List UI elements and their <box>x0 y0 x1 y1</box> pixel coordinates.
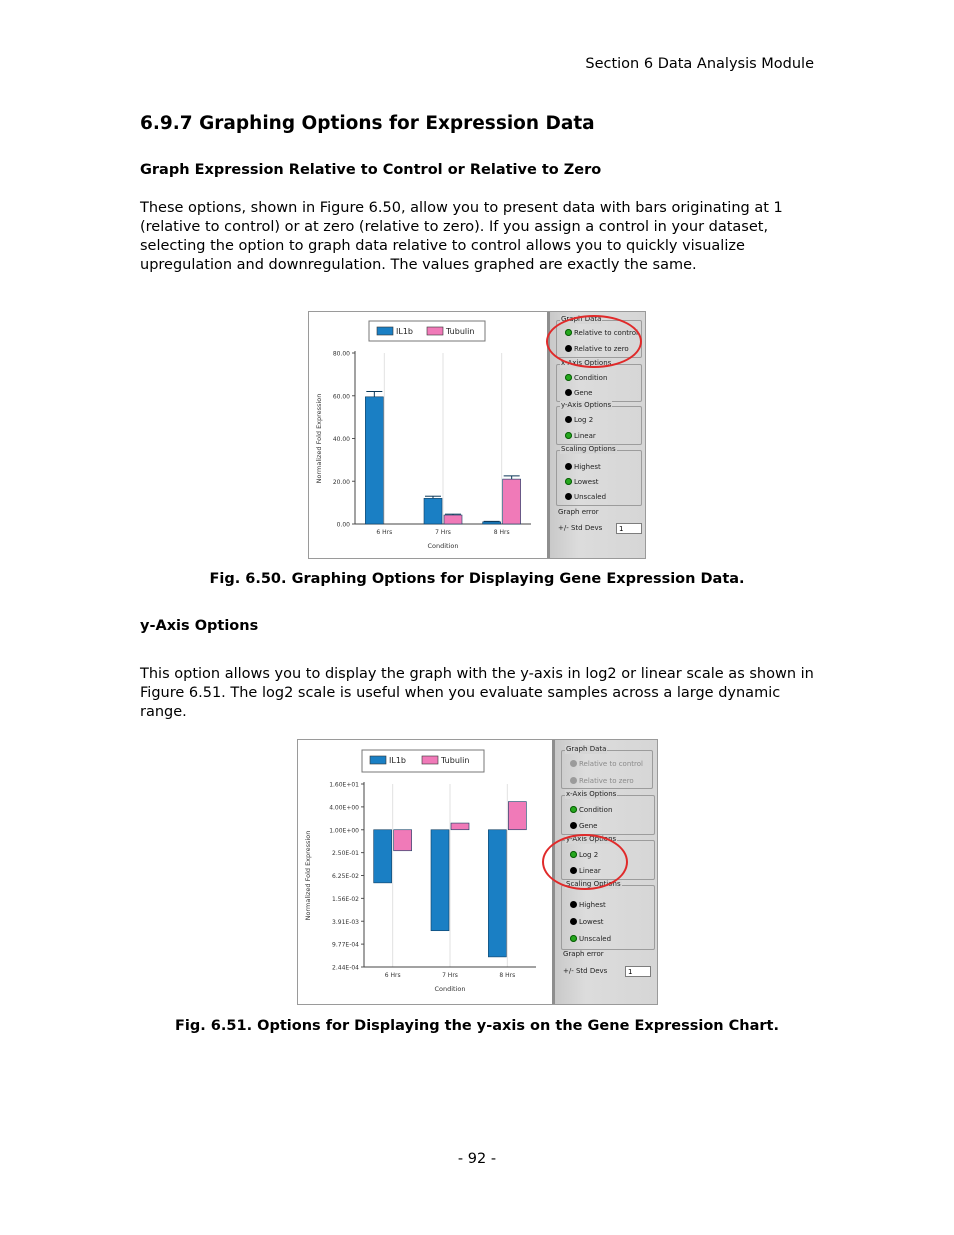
y-axis-title: Normalized Fold Expression <box>315 393 323 484</box>
tubulin-bar <box>444 515 462 524</box>
y-tick-label: 0.00 <box>336 521 350 529</box>
log2-radio[interactable]: Log 2 <box>570 851 598 860</box>
y-tick-label: 1.60E+01 <box>329 781 359 789</box>
running-header: Section 6 Data Analysis Module <box>585 56 814 72</box>
legend-swatch <box>427 327 443 335</box>
graph-error-label: Graph error <box>558 508 599 516</box>
y-tick-label: 2.44E-04 <box>332 964 359 972</box>
relative-to-control-radio[interactable]: Relative to control <box>570 760 643 769</box>
legend-swatch <box>370 756 386 764</box>
graph-data-title: Graph Data <box>561 315 602 323</box>
legend-swatch <box>377 327 393 335</box>
y-tick-label: 40.00 <box>332 436 350 443</box>
tubulin-bar <box>451 823 469 830</box>
expression-chart-linear <box>309 312 545 558</box>
radio-selected-icon <box>565 374 572 381</box>
std-devs-label: +/- Std Devs <box>563 967 608 975</box>
tubulin-bar <box>503 479 521 524</box>
relative-to-control-radio[interactable]: Relative to control <box>565 329 638 338</box>
page-number: - 92 - <box>457 1151 497 1167</box>
log2-radio[interactable]: Log 2 <box>565 416 593 425</box>
highest-radio[interactable]: Highest <box>570 901 606 910</box>
radio-unselected-icon <box>570 901 577 908</box>
radio-disabled-icon <box>570 777 577 784</box>
y-tick-label: 80.00 <box>332 350 350 358</box>
subheading-y-axis: y-Axis Options <box>140 618 259 634</box>
figure-6-50 <box>308 311 646 559</box>
x-tick-label: 8 Hrs <box>499 972 516 979</box>
figure-6-50-caption: Fig. 6.50. Graphing Options for Displaying Gene Expression Data. <box>209 571 745 587</box>
linear-radio[interactable]: Linear <box>570 867 601 876</box>
unscaled-radio[interactable]: Unscaled <box>565 493 606 502</box>
y-tick-label: 6.25E-02 <box>332 873 359 880</box>
lowest-radio[interactable]: Lowest <box>565 478 598 487</box>
highlight-circle <box>542 834 628 890</box>
radio-unselected-icon <box>565 416 572 423</box>
std-devs-input[interactable]: 1 <box>616 523 642 534</box>
legend-label: IL1b <box>396 327 413 336</box>
radio-selected-icon <box>570 806 577 813</box>
scaling-options-title: Scaling Options <box>566 880 621 888</box>
y-axis-options-title: y-Axis Options <box>561 401 612 409</box>
y-tick-label: 60.00 <box>332 393 350 401</box>
radio-unselected-icon <box>570 822 577 829</box>
radio-selected-icon <box>565 432 572 439</box>
x-axis-options-group <box>556 359 642 402</box>
il1b-bar <box>483 522 501 524</box>
legend-label: Tubulin <box>446 327 475 336</box>
radio-selected-icon <box>565 478 572 485</box>
figure-6-51 <box>297 739 658 1005</box>
x-tick-label: 7 Hrs <box>435 529 451 536</box>
std-devs-label: +/- Std Devs <box>558 524 603 532</box>
il1b-bar <box>374 830 392 883</box>
y-tick-label: 3.91E-03 <box>332 918 359 926</box>
legend-label: Tubulin <box>441 756 470 765</box>
paragraph-relative: These options, shown in Figure 6.50, allow you to present data with bars originating at 1 (relative to control) or at zero (relative to zero). If you assign a control in your dataset, selecting the option to graph data relative to control allows you to quickly visualize upregulation and downregulation. The values graphed are exactly the same. <box>140 200 783 273</box>
radio-unselected-icon <box>565 493 572 500</box>
radio-selected-icon <box>570 935 577 942</box>
condition-radio[interactable]: Condition <box>570 806 612 815</box>
scaling-options-group <box>556 445 642 506</box>
figure-6-51-caption: Fig. 6.51. Options for Displaying the y-axis on the Gene Expression Chart. <box>174 1018 779 1034</box>
legend-swatch <box>422 756 438 764</box>
il1b-bar <box>365 397 383 524</box>
radio-unselected-icon <box>565 463 572 470</box>
paragraph-y-axis: This option allows you to display the graph with the y-axis in log2 or linear scale as shown in Figure 6.51. The log2 scale is useful when you evaluate samples across a large dynamic range. <box>140 666 814 720</box>
x-axis-title: Condition <box>434 985 466 993</box>
relative-to-zero-radio[interactable]: Relative to zero <box>565 345 629 354</box>
y-tick-label: 2.50E-01 <box>332 850 359 858</box>
relative-to-zero-radio[interactable]: Relative to zero <box>570 777 634 786</box>
x-tick-label: 6 Hrs <box>376 529 393 536</box>
x-tick-label: 7 Hrs <box>442 972 458 979</box>
scaling-options-title: Scaling Options <box>561 445 616 453</box>
gene-radio[interactable]: Gene <box>565 389 592 398</box>
y-axis-options-title: y-Axis Options <box>566 835 617 843</box>
y-tick-label: 1.56E-02 <box>332 895 359 903</box>
x-axis-title: Condition <box>427 542 459 550</box>
radio-unselected-icon <box>565 389 572 396</box>
y-tick-label: 9.77E-04 <box>332 941 359 949</box>
x-axis-options-title: x-Axis Options <box>561 359 612 367</box>
graph-data-title: Graph Data <box>566 745 607 753</box>
expression-chart-log2 <box>298 740 550 1004</box>
y-tick-label: 20.00 <box>332 478 350 486</box>
gene-radio[interactable]: Gene <box>570 822 597 831</box>
legend-label: IL1b <box>389 756 406 765</box>
graph-error-label: Graph error <box>563 950 604 958</box>
y-tick-label: 4.00E+00 <box>329 804 359 812</box>
graph-data-group <box>561 745 653 789</box>
il1b-bar <box>431 830 449 931</box>
tubulin-bar <box>394 830 412 851</box>
scaling-options-group <box>561 880 655 950</box>
radio-disabled-icon <box>570 760 577 767</box>
unscaled-radio[interactable]: Unscaled <box>570 935 611 944</box>
subheading-relative: Graph Expression Relative to Control or Relative to Zero <box>140 162 602 178</box>
x-axis-options-group <box>561 790 655 835</box>
x-axis-options-title: x-Axis Options <box>566 790 617 798</box>
lowest-radio[interactable]: Lowest <box>570 918 603 927</box>
linear-radio[interactable]: Linear <box>565 432 596 441</box>
section-heading: 6.9.7 Graphing Options for Expression Data <box>140 113 595 134</box>
std-devs-input[interactable]: 1 <box>625 966 651 977</box>
y-axis-title: Normalized Fold Expression <box>304 830 312 921</box>
condition-radio[interactable]: Condition <box>565 374 607 383</box>
highest-radio[interactable]: Highest <box>565 463 601 472</box>
x-tick-label: 8 Hrs <box>493 529 510 536</box>
y-tick-label: 1.00E+00 <box>329 827 359 835</box>
highlight-circle <box>546 315 642 368</box>
il1b-bar <box>424 498 442 524</box>
tubulin-bar <box>508 802 526 830</box>
il1b-bar <box>488 830 506 957</box>
radio-unselected-icon <box>570 918 577 925</box>
y-axis-options-group <box>556 401 642 445</box>
x-tick-label: 6 Hrs <box>384 972 401 979</box>
